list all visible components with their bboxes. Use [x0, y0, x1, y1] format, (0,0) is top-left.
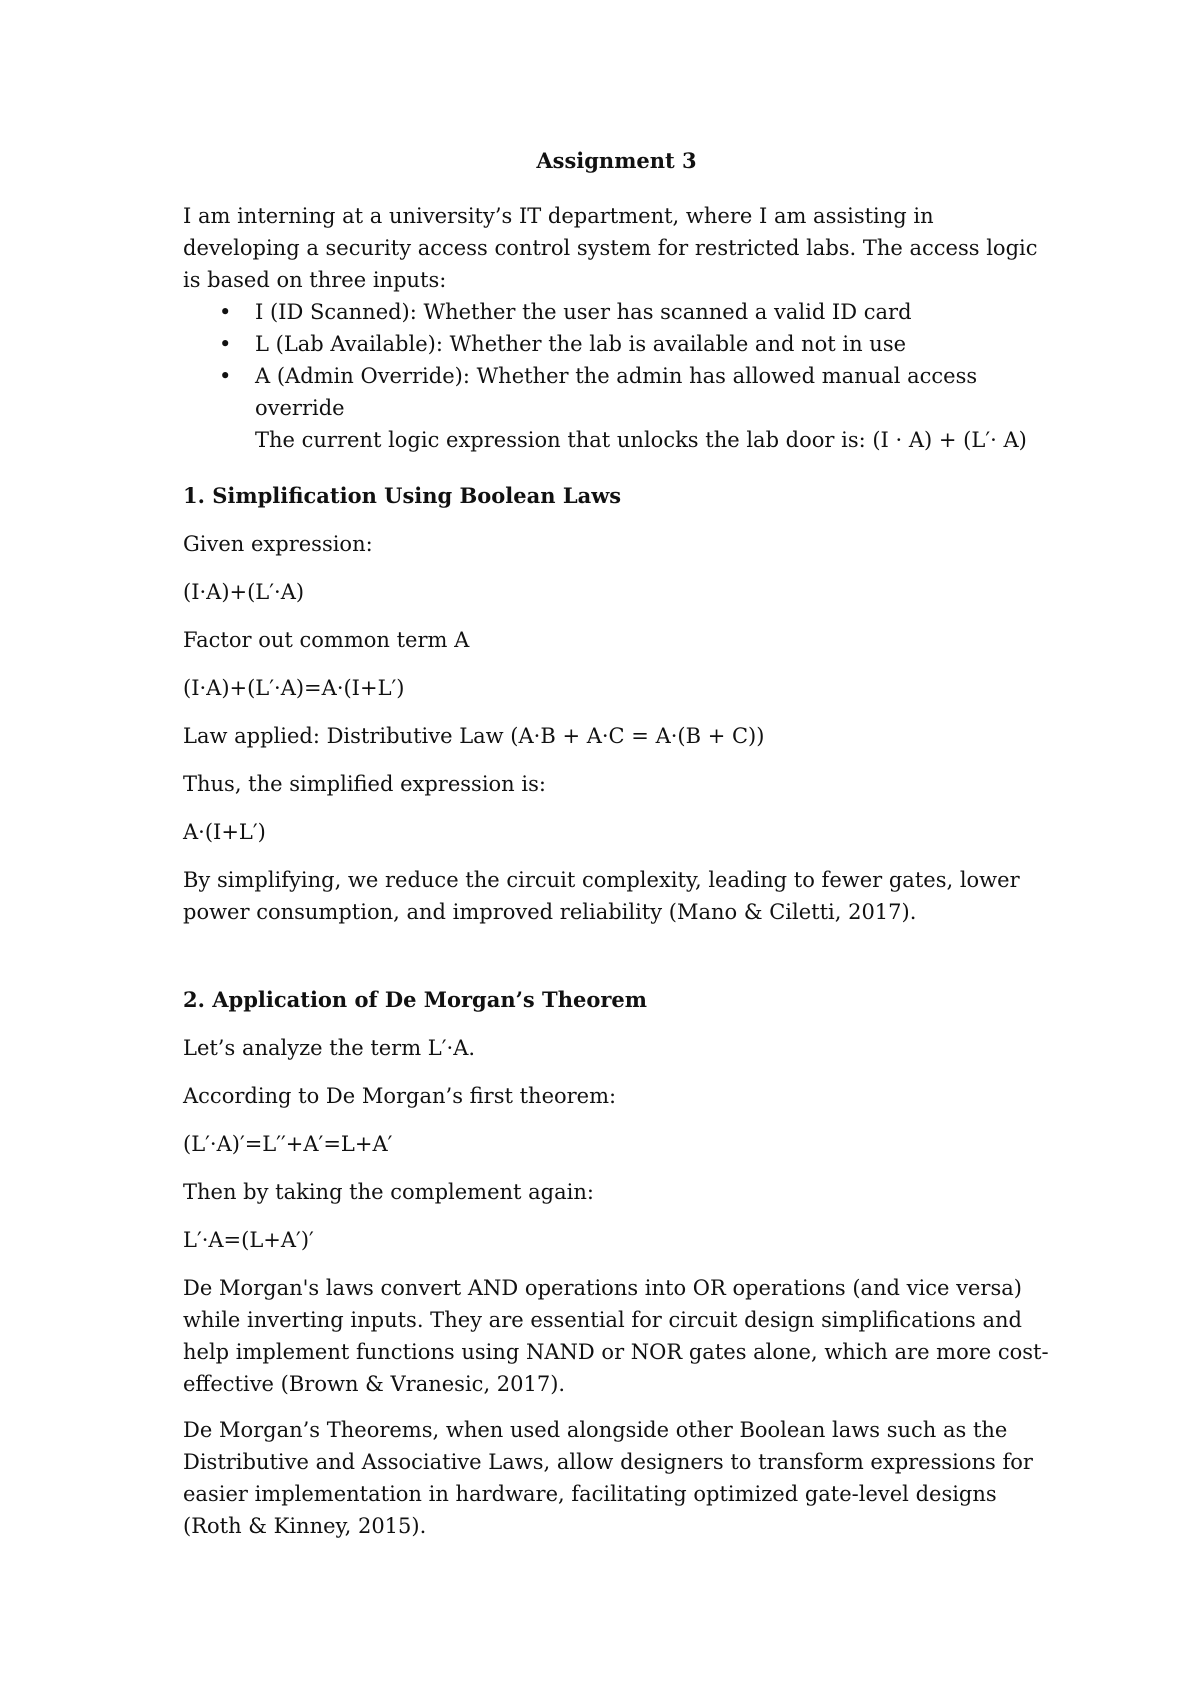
section-2-heading: 2. Application of De Morgan’s Theorem [183, 987, 647, 1012]
list-item-text: A (Admin Override): Whether the admin has allowed manual access override [255, 364, 978, 420]
section-1-line: Law applied: Distributive Law (A·B + A·C = A·(B + C)) [183, 724, 765, 748]
section-1-line: Thus, the simplified expression is: [183, 772, 546, 796]
bullet-icon: • [219, 300, 232, 324]
section-1-heading: 1. Simplification Using Boolean Laws [183, 483, 622, 508]
list-item [219, 360, 1050, 424]
section-1-line: (I·A)+(L′·A) [183, 580, 305, 604]
list-item-text: L (Lab Available): Whether the lab is available and not in use [255, 332, 907, 356]
section-spacer [183, 942, 1050, 984]
section-1-line: (I·A)+(L′·A)=A·(I+L′) [183, 676, 405, 700]
section-1-line: A·(I+L′) [183, 820, 266, 844]
list-item [219, 328, 1050, 360]
section-1-paragraph: By simplifying, we reduce the circuit complexity, leading to fewer gates, lower power consumption, and improved reliability (Mano & Ciletti, 2017). [183, 868, 1020, 924]
section-2-line: (L′·A)′=L′′+A′=L+A′ [183, 1132, 393, 1156]
inputs-list [183, 296, 1050, 424]
document-title: Assignment 3 [536, 148, 697, 173]
section-1-line: Factor out common term A [183, 628, 470, 652]
list-item-text: I (ID Scanned): Whether the user has scanned a valid ID card [255, 300, 912, 324]
section-2-line: L′·A=(L+A′)′ [183, 1228, 314, 1252]
section-2-paragraph: De Morgan’s Theorems, when used alongside other Boolean laws such as the Distributive and Associative Laws, allow designers to transform expressions for easier implementation in hardware, facilitating optimized gate-level designs (Roth & Kinney, 2015). [183, 1418, 1033, 1538]
section-2-line: According to De Morgan’s first theorem: [183, 1084, 617, 1108]
section-2-line: Let’s analyze the term L′·A. [183, 1036, 476, 1060]
intro-paragraph: I am interning at a university’s IT department, where I am assisting in developing a security access control system for restricted labs. The access logic is based on three inputs: [183, 204, 1038, 292]
section-2-paragraph: De Morgan's laws convert AND operations into OR operations (and vice versa) while inverting inputs. They are essential for circuit design simplifications and help implement functions using NAND or NOR gates alone, which are more cost-effective (Brown & Vranesic, 2017). [183, 1276, 1049, 1396]
section-2-line: Then by taking the complement again: [183, 1180, 594, 1204]
list-item [219, 296, 1050, 328]
section-1-line: Given expression: [183, 532, 373, 556]
bullet-icon: • [219, 332, 232, 356]
current-logic-line: The current logic expression that unlocks the lab door is: (I · A) + (L′· A) [255, 428, 1027, 452]
bullet-icon: • [219, 364, 232, 388]
